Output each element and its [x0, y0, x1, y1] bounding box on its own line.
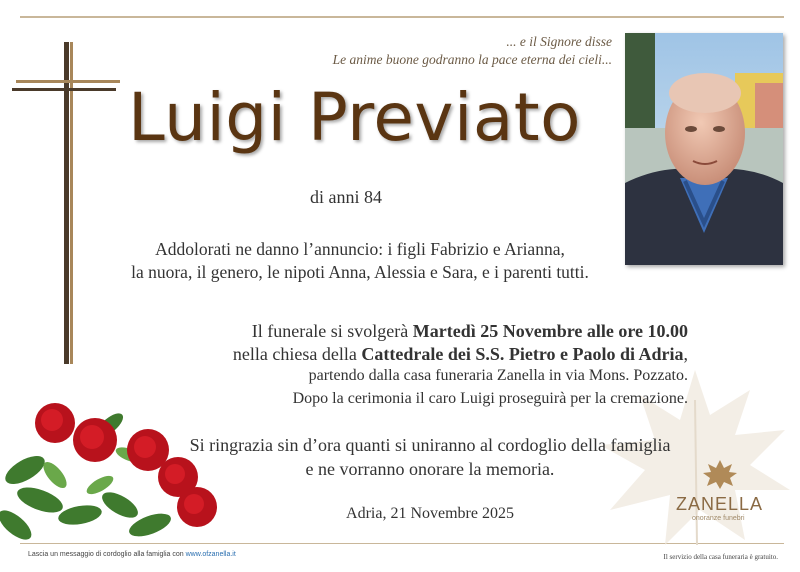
- thanks-line-1: Si ringrazia sin d’ora quanti si uniranno al cordoglio della famiglia: [189, 435, 671, 455]
- footer-right: Il servizio della casa funeraria è gratuito.: [663, 553, 778, 561]
- footer-left: [28, 551, 236, 558]
- quote-line-1: ... e il Signore disse: [506, 34, 612, 49]
- cross-icon: [10, 38, 120, 368]
- brand-name: ZANELLA: [676, 494, 764, 514]
- funeral-line-2-punct: ,: [683, 343, 688, 364]
- funeral-line-2-text: nella chiesa della: [232, 343, 362, 364]
- brand-subtitle: onoranze funebri: [692, 515, 745, 522]
- deceased-name: Luigi Previato: [128, 79, 582, 156]
- thanks-message: [150, 433, 710, 481]
- zanella-leaf-logo: [702, 458, 738, 490]
- announcement: [100, 238, 620, 284]
- funeral-church: Cattedrale dei S.S. Pietro e Paolo di Adria: [361, 343, 684, 364]
- deceased-age: di anni 84: [310, 187, 382, 207]
- funeral-line-1: [233, 320, 688, 343]
- funeral-line-3: partendo dalla casa funeraria Zanella in via Mons. Pozzato.: [308, 367, 688, 384]
- funeral-datetime: Martedì 25 Novembre alle ore 10.00: [412, 321, 688, 341]
- notice-date: Adria, 21 Novembre 2025: [346, 505, 514, 522]
- opening-quote: [333, 33, 612, 69]
- funeral-line-1-text: Il funerale si svolgerà: [251, 321, 413, 341]
- thanks-line-2: e ne vorranno onorare la memoria.: [305, 459, 555, 479]
- announcement-line-2: la nuora, il genero, le nipoti Anna, Alessia e Sara, e i parenti tutti.: [131, 262, 589, 282]
- quote-line-2: Le anime buone godranno la pace eterna dei cieli...: [332, 52, 612, 67]
- funeral-details: [233, 320, 688, 410]
- funeral-line-2: [233, 343, 688, 366]
- deceased-photo: [625, 33, 783, 265]
- announcement-line-1: Addolorati ne danno l’annuncio: i figli Fabrizio e Arianna,: [155, 239, 565, 259]
- top-divider: [20, 16, 784, 18]
- footer-website-link[interactable]: www.ofzanella.it: [185, 551, 236, 558]
- funeral-line-4: Dopo la cerimonia il caro Luigi proseguirà per la cremazione.: [292, 389, 688, 407]
- footer-left-text: Lascia un messaggio di cordoglio alla famiglia con: [28, 551, 186, 558]
